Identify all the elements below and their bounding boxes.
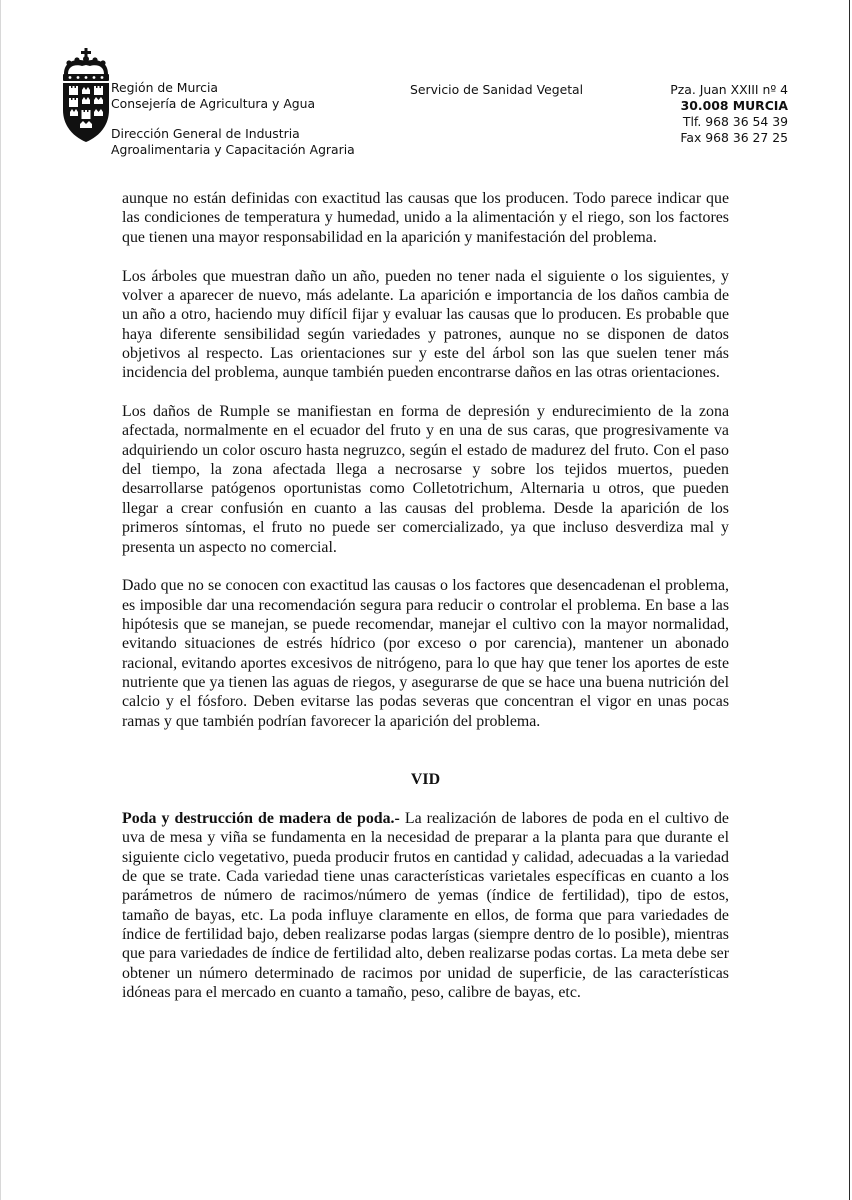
contact-fax: Fax 968 36 27 25 <box>680 130 788 145</box>
paragraph-recommendations: Dado que no se conocen con exactitud las causas o los factores que desencadenan el problema, es imposible dar una recomendación segura para reducir o controlar el problema. En base a las hipótesis que se manejan, se puede recomendar, manejar el cultivo con la mayor normalidad, evitando situaciones de estrés hídrico (por exceso o por carencia), mantener un abonado racional, evitando aportes excesivos de nitrógeno, para lo que hay que tener los aportes de este nutriente que ya tienen las aguas de riegos, y asegurarse de que se hace una buena nutrición del calcio y el fósforo. Deben evitarse las podas severas que concentran el vigor en unas pocas ramas y que también podrían favorecer la aparición del problema. <box>122 577 729 730</box>
page-edge-left <box>0 0 1 1200</box>
org-department: Consejería de Agricultura y Agua <box>111 96 316 111</box>
paragraph-pruning-text: La realización de labores de poda en el cultivo de uva de mesa y viña se fundamenta en la necesidad de preparar a la planta para que durante el siguiente ciclo vegetativo, pueda producir frutos en cantidad y calidad, adecuadas a la variedad de que se trate. Cada variedad tiene unas características varietales específicas en cuanto a los parámetros de número de racimos/número de yemas (índice de fertilidad), tipo de estos, tamaño de bayas, etc. La poda influye claramente en ellos, de forma que para variedades de índice de fertilidad bajo, deben realizarse podas largas (siempre dentro de lo posible), mientras que para variedades de índice de fertilidad alto, deben realizarse podas cortas. La meta debe ser obtener un número determinado de racimos por unidad de superficie, de las características idóneas para el mercado en cuanto a tamaño, peso, calibre de bayas, etc. <box>122 809 729 1002</box>
page-edge-right <box>849 0 850 1200</box>
contact-address: Pza. Juan XXIII nº 4 <box>670 82 788 97</box>
org-region: Región de Murcia <box>111 80 218 95</box>
contact-phone: Tlf. 968 36 54 39 <box>682 114 788 129</box>
org-directorate-cont: Agroalimentaria y Capacitación Agraria <box>111 142 355 157</box>
header-service: Servicio de Sanidad Vegetal <box>410 82 584 97</box>
paragraph-pruning <box>122 809 729 1002</box>
paragraph-pruning-lead: Poda y destrucción de madera de poda.- <box>122 809 400 827</box>
region-murcia-coat-of-arms-icon <box>60 48 112 142</box>
contact-city: 30.008 MURCIA <box>680 98 788 113</box>
paragraph-causes: aunque no están definidas con exactitud las causas que los producen. Todo parece indicar que las condiciones de temperatura y humedad, unido a la alimentación y el riego, son los factores que tienen una mayor responsabilidad en la aparición y manifestación del problema. <box>122 190 729 246</box>
section-title-vid: VID <box>410 771 441 789</box>
org-directorate: Dirección General de Industria <box>111 126 300 141</box>
document-body <box>122 189 729 1002</box>
paragraph-symptoms: Los daños de Rumple se manifiestan en forma de depresión y endurecimiento de la zona afectada, normalmente en el ecuador del fruto y en una de sus caras, que progresivamente va adquiriendo un color oscuro hasta negruzco, según el estado de madurez del fruto. Con el paso del tiempo, la zona afectada llega a necrosarse y sobre los tejidos muertos, pueden desarrollarse patógenos oportunistas como Colletotrichum, Alternaria u otros, que pueden llegar a crear confusión en cuanto a las causas del problema. Desde la aparición de los primeros síntomas, el fruto no puede ser comercializado, ya que incluso desverdiza mal y presenta un aspecto no comercial. <box>122 403 729 556</box>
paragraph-variability: Los árboles que muestran daño un año, pueden no tener nada el siguiente o los siguientes, y volver a aparecer de nuevo, más adelante. La aparición e importancia de los daños cambia de un año a otro, haciendo muy difícil fijar y evaluar las causas que lo producen. Es probable que haya diferente sensibilidad según variedades y patrones, aunque no se disponen de datos objetivos al respecto. Las orientaciones sur y este del árbol son las que suelen tener más incidencia del problema, aunque también pueden encontrarse daños en las otras orientaciones. <box>122 267 729 382</box>
header-contact <box>600 82 788 146</box>
header-organization <box>111 80 355 158</box>
